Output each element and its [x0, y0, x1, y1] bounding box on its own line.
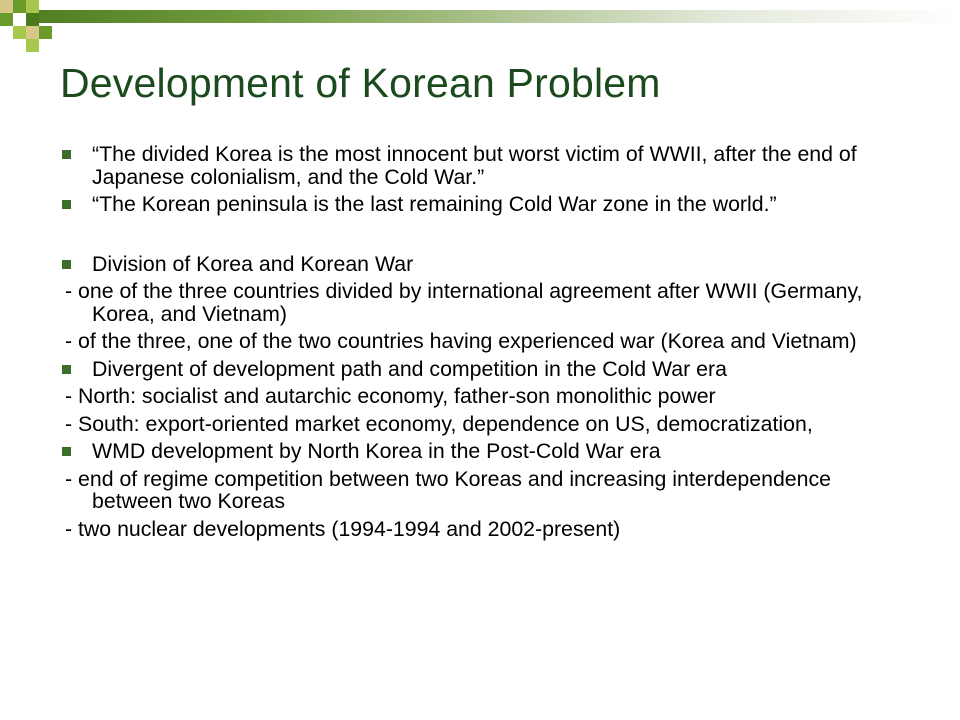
bullet-item [0, 358, 960, 381]
sub-item: - one of the three countries divided by international agreement after WWII (Germany, Korea, and Vietnam) [65, 279, 863, 326]
header-gradient-stripe [0, 10, 960, 23]
square-bullet-icon [62, 260, 71, 269]
sub-item: - South: export-oriented market economy, dependence on US, democratization, [65, 411, 813, 436]
bullet-item [0, 143, 960, 188]
sub-item: - two nuclear developments (1994-1994 and 2002-present) [65, 516, 621, 541]
slide-body [0, 143, 960, 540]
bullet-text: “The Korean peninsula is the last remaining Cold War zone in the world.” [92, 192, 777, 216]
square-bullet-icon [62, 200, 71, 209]
sub-item: - North: socialist and autarchic economy, father-son monolithic power [65, 384, 716, 408]
decor-square [13, 0, 26, 13]
decor-square [0, 13, 13, 26]
decor-square [13, 13, 26, 26]
bullet-item [0, 193, 960, 216]
square-bullet-icon [62, 365, 71, 374]
decor-square [26, 39, 39, 52]
decorative-header-bar [0, 0, 960, 58]
bullet-item [0, 253, 960, 276]
decor-square [26, 13, 39, 26]
decor-square [13, 26, 26, 39]
square-bullet-icon [62, 150, 71, 159]
decor-square [26, 26, 39, 39]
decor-square [39, 26, 52, 39]
decor-square [0, 0, 13, 13]
sub-item: - end of regime competition between two Koreas and increasing interdependence between two Koreas [65, 466, 831, 513]
bullet-item [0, 440, 960, 463]
square-bullet-icon [62, 447, 71, 456]
bullet-text: Divergent of development path and competition in the Cold War era [92, 356, 727, 381]
bullet-text: Division of Korea and Korean War [92, 251, 414, 276]
slide-title: Development of Korean Problem [60, 60, 661, 106]
decor-square [26, 0, 39, 13]
sub-item: - of the three, one of the two countries having experienced war (Korea and Vietnam) [65, 329, 857, 353]
bullet-text: WMD development by North Korea in the Post-Cold War era [92, 439, 661, 463]
bullet-text: “The divided Korea is the most innocent but worst victim of WWII, after the end of Japanese colonialism, and the Cold War.” [92, 142, 857, 189]
